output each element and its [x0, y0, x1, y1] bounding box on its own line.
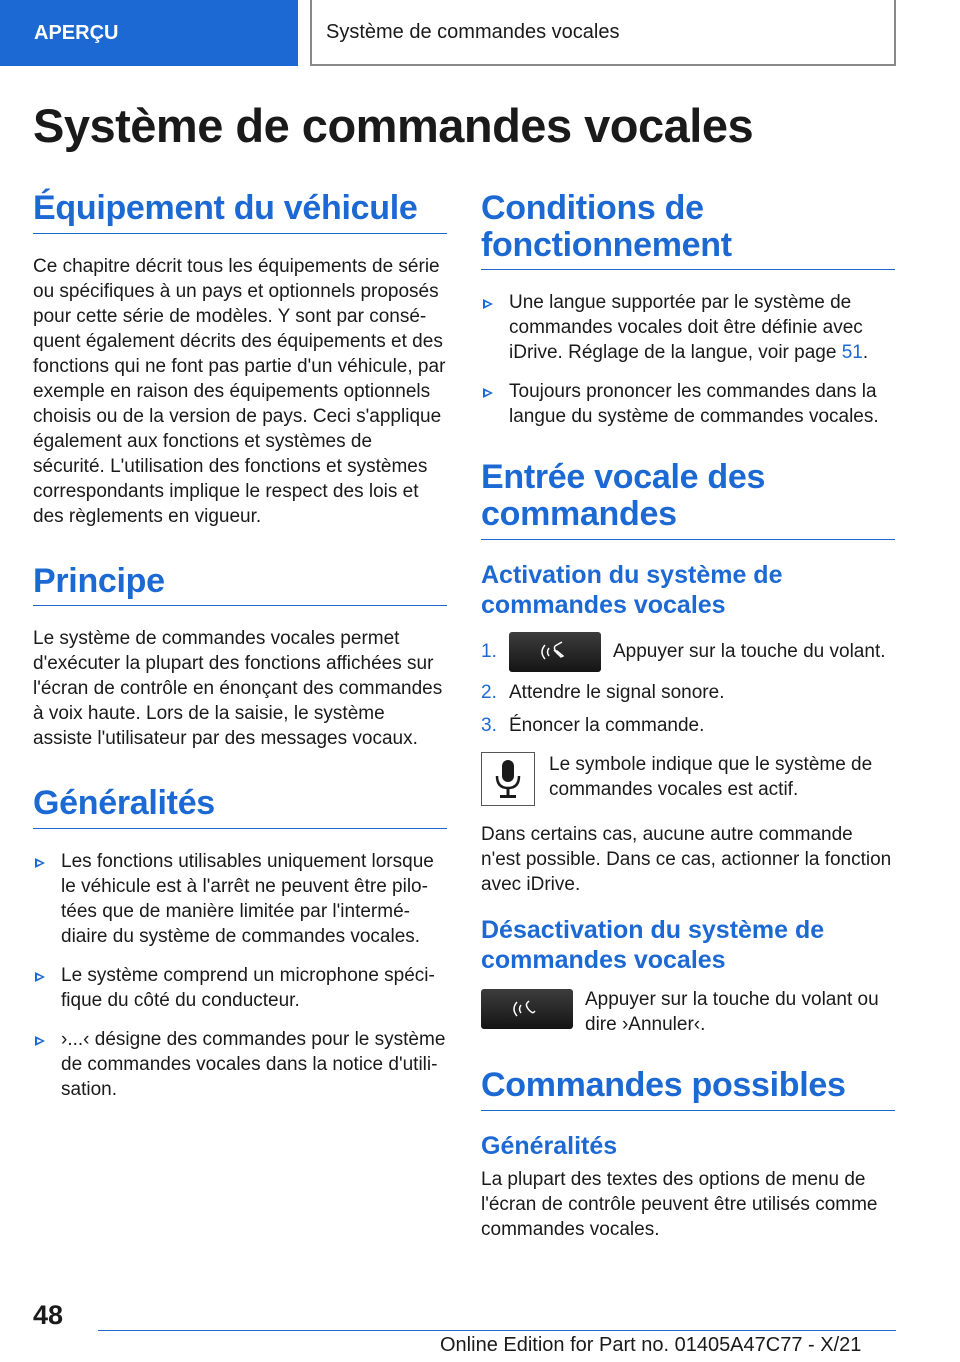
text-principe: Le système de commandes vocales permet d'exécuter la plupart des fonctions affichées sur l'écran de contrôle en énonçant des commandes à voix haute. Lors de la saisie, le système assiste l'utilisateur par des messages vocaux. [33, 628, 443, 750]
deactivation-row [481, 987, 895, 1037]
list-item-text: Une langue supportée par le système de commandes vocales doit être définie avec iDrive. Réglage de la langue, voir page [509, 292, 863, 364]
heading-principe: Principe [33, 563, 447, 607]
step-number: 2. [481, 681, 497, 703]
section-equipement [33, 190, 447, 529]
list-item-text: Les fonctions utilisables uniquement lorsque le véhicule est à l'arrêt ne peuvent être pilotées que de manière limitée par l'intermédiaire du système de commandes vocales. [61, 851, 434, 948]
symbol-row [481, 752, 895, 806]
page-number: 48 [33, 1300, 64, 1330]
activation-steps [481, 632, 895, 738]
list-item [481, 290, 895, 365]
bullet-triangle-icon [483, 299, 493, 309]
step-number: 3. [481, 714, 497, 736]
list-item [33, 963, 447, 1013]
heading-conditions: Conditions de fonctionnement [481, 190, 895, 270]
steering-wheel-voice-button-icon [481, 989, 573, 1029]
list-item-text: Le système comprend un microphone spécifique du côté du conducteur. [61, 965, 435, 1012]
section-entree-vocale [481, 459, 895, 1036]
conditions-list [481, 290, 895, 429]
step-text: Énoncer la commande. [509, 714, 705, 736]
footer-divider [98, 1330, 896, 1331]
page-title: Système de commandes vocales [33, 99, 754, 152]
page-link[interactable]: 51 [841, 342, 863, 364]
text-equipement: Ce chapitre décrit tous les équipements de série ou spécifiques à un pays et optionnels proposés pour cette série de modèles. Y sont par conséquent également décrits des équipements et des fonctions qui ne font pas partie d'un véhicule, par exemple en raison des équipements optionnels choisis ou de la version de pays. Ceci s'applique également aux fonctions et systèmes de sécurité. L'utilisation des fonctions et systèmes correspondants implique le respect des lois et des règlements en vigueur. [33, 255, 446, 527]
list-item-text: ›...‹ désigne des commandes pour le système de commandes vocales dans la notice d'utilisation. [61, 1029, 446, 1101]
bullet-triangle-icon [35, 972, 45, 982]
section-commandes-possibles [481, 1067, 895, 1242]
deactivation-text: Appuyer sur la touche du volant ou dire ›Annuler‹. [585, 988, 879, 1035]
list-item [33, 1027, 447, 1102]
activation-note: Dans certains cas, aucune autre commande n'est possible. Dans ce cas, actionner la fonction avec iDrive. [481, 823, 892, 895]
heading-generalites-commandes: Généralités [481, 1131, 618, 1160]
right-column [481, 190, 895, 1276]
heading-desactivation: Désactivation du système de commandes vocales [481, 915, 825, 974]
footer-edition: Online Edition for Part no. 01405A47C77 - X/21 [440, 1334, 862, 1356]
step-item [481, 713, 895, 738]
list-item [33, 849, 447, 949]
section-generalites [33, 785, 447, 1102]
bullet-triangle-icon [35, 858, 45, 868]
text-commandes-possibles: La plupart des textes des options de menu de l'écran de contrôle peuvent être utilisés comme commandes vocales. [481, 1168, 878, 1240]
heading-generalites: Généralités [33, 785, 447, 829]
step-item [481, 632, 895, 672]
step-number: 1. [481, 641, 497, 663]
section-principe [33, 563, 447, 752]
subsection-activation [481, 560, 895, 897]
section-conditions [481, 190, 895, 429]
step-text: Attendre le signal sonore. [509, 681, 725, 703]
bullet-triangle-icon [483, 388, 493, 398]
header-section-tab: APERÇU [0, 0, 298, 66]
header-chapter-title: Système de commandes vocales [310, 0, 896, 66]
heading-equipement: Équipement du véhicule [33, 190, 447, 234]
heading-activation: Activation du système de commandes vocales [481, 560, 783, 619]
list-item-text: Toujours prononcer les commandes dans la langue du système de commandes vocales. [509, 381, 879, 428]
step-item [481, 680, 895, 705]
list-item [481, 379, 895, 429]
subsection-desactivation [481, 915, 895, 1037]
generalites-list [33, 849, 447, 1102]
list-item-text-end: . [862, 342, 869, 364]
symbol-description: Le symbole indique que le système de commandes vocales est actif. [549, 753, 873, 800]
bullet-triangle-icon [35, 1036, 45, 1046]
heading-entree-vocale: Entrée vocale des commandes [481, 459, 895, 539]
heading-commandes-possibles: Commandes possibles [481, 1067, 895, 1111]
microphone-icon [481, 752, 535, 806]
steering-wheel-voice-button-icon [509, 632, 601, 672]
left-column [33, 190, 447, 1136]
step-text: Appuyer sur la touche du volant. [613, 641, 886, 663]
